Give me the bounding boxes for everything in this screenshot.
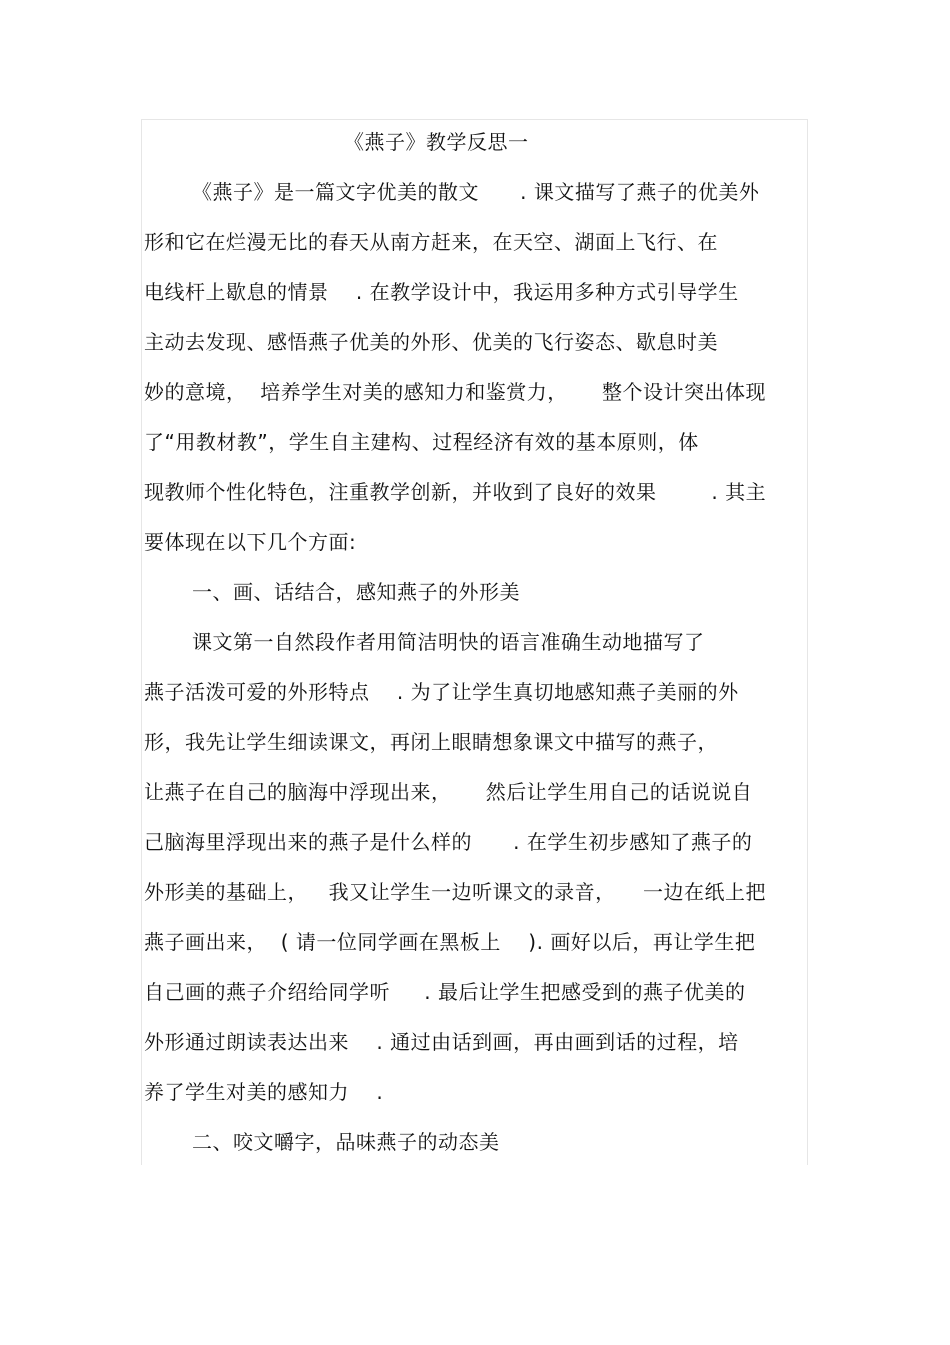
paragraph-line: 燕子活泼可爱的外形特点 . 为了让学生真切地感知燕子美丽的外: [144, 680, 739, 704]
section-heading: 一、画、话结合，感知燕子的外形美: [192, 580, 520, 604]
paragraph-line: 让燕子在自己的脑海中浮现出来， 然后让学生用自己的话说说自: [144, 780, 753, 804]
paragraph-line: 要体现在以下几个方面:: [144, 530, 357, 554]
paragraph-line: 形和它在烂漫无比的春天从南方赶来，在天空、湖面上飞行、在: [144, 230, 718, 254]
paragraph-line: 外形美的基础上， 我又让学生一边听课文的录音， 一边在纸上把: [144, 880, 767, 904]
paragraph-line: 养了学生对美的感知力 .: [144, 1080, 384, 1104]
paragraph-line: 了“用教材教”，学生自主建构、过程经济有效的基本原则，体: [144, 430, 699, 454]
paragraph-line: 课文第一自然段作者用简洁明快的语言准确生动地描写了: [192, 630, 705, 654]
paragraph-line: 己脑海里浮现出来的燕子是什么样的 . 在学生初步感知了燕子的: [144, 830, 753, 854]
paragraph-line: 《燕子》是一篇文字优美的散文 . 课文描写了燕子的优美外: [192, 180, 760, 204]
section-heading: 二、咬文嚼字，品味燕子的动态美: [192, 1130, 500, 1154]
paragraph-line: 形，我先让学生细读课文，再闭上眼睛想象课文中描写的燕子，: [144, 730, 718, 754]
paragraph-line: 燕子画出来， ( 请一位同学画在黑板上 ). 画好以后，再让学生把: [144, 930, 756, 954]
paragraph-line: 现教师个性化特色，注重教学创新，并收到了良好的效果 . 其主: [144, 480, 767, 504]
document-title: 《燕子》教学反思一: [344, 130, 529, 154]
paragraph-line: 主动去发现、感悟燕子优美的外形、优美的飞行姿态、歇息时美: [144, 330, 718, 354]
paragraph-line: 电线杆上歇息的情景 . 在教学设计中，我运用多种方式引导学生: [144, 280, 739, 304]
paragraph-line: 外形通过朗读表达出来 . 通过由话到画，再由画到话的过程，培: [144, 1030, 739, 1054]
paragraph-line: 自己画的燕子介绍给同学听 . 最后让学生把感受到的燕子优美的: [144, 980, 746, 1004]
paragraph-line: 妙的意境， 培养学生对美的感知力和鉴赏力， 整个设计突出体现: [144, 380, 767, 404]
